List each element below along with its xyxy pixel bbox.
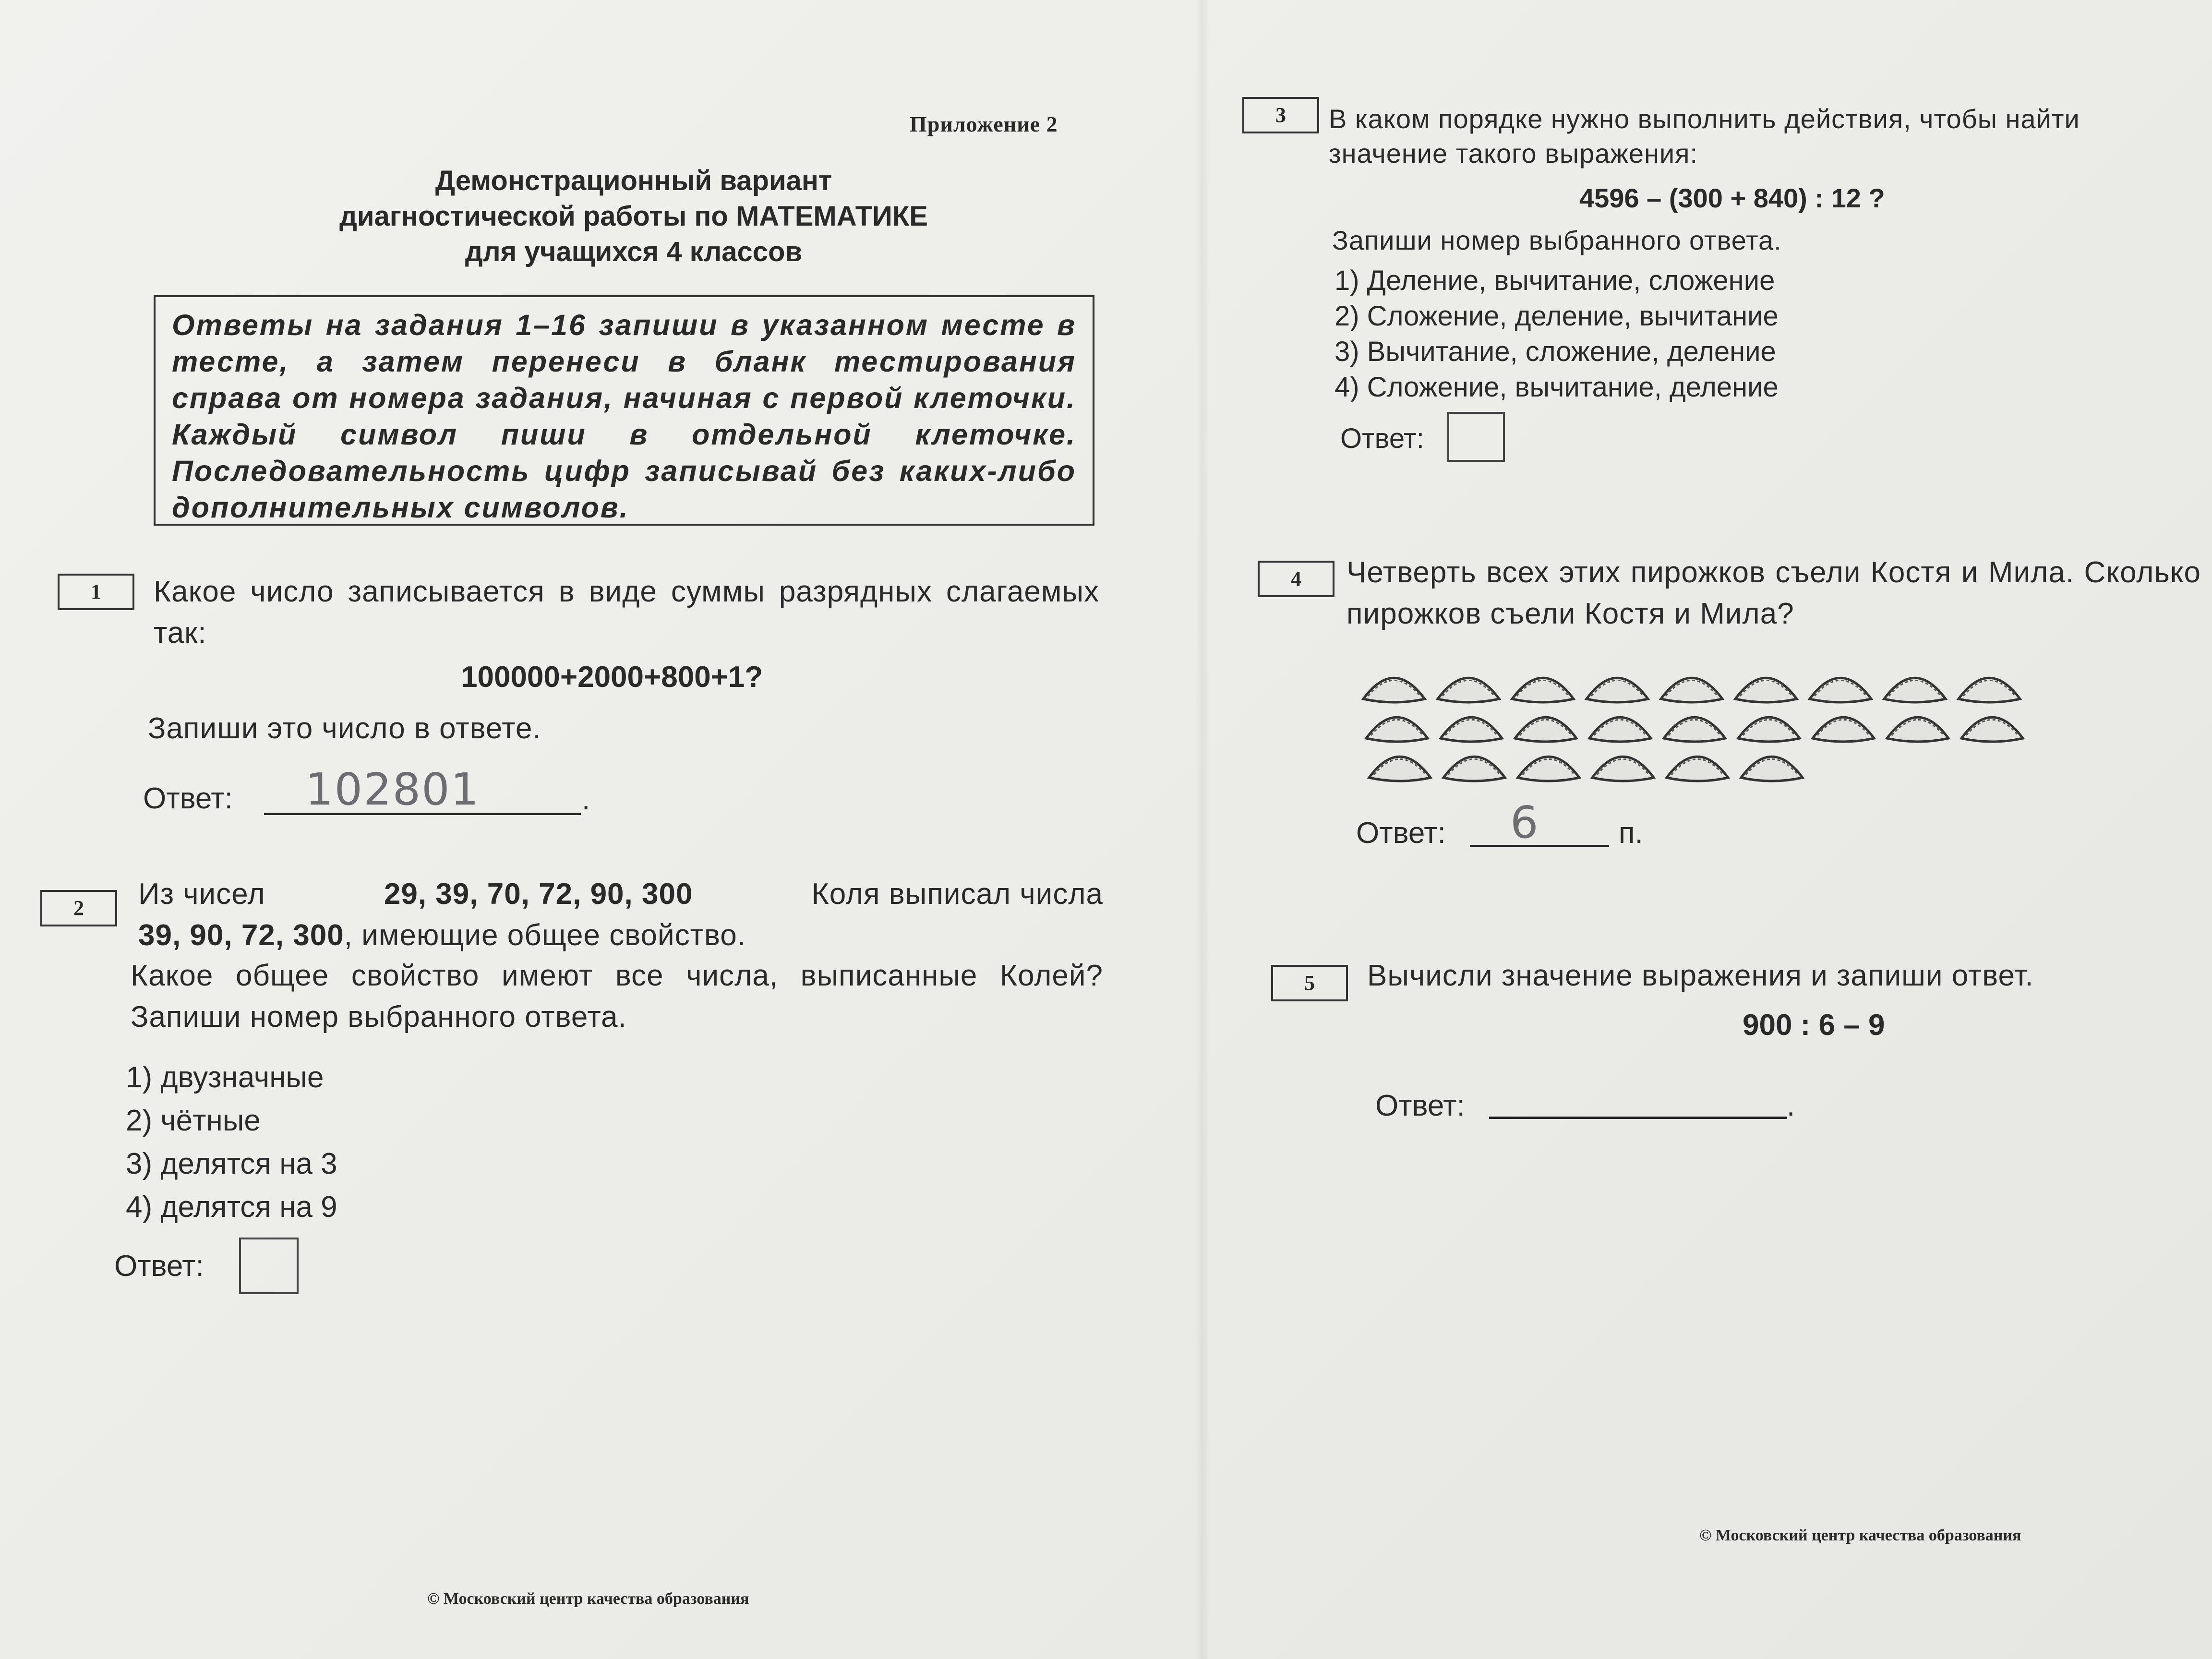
- instructions-box: Ответы на задания 1–16 запиши в указанном месте в тесте, а затем перенеси в бланк тестирования справа от номера задания, начиная с первой клеточки. Каждый символ пиши в отдельной клеточке. Последовательность цифр записывай без каких-либо дополнительных символов.: [154, 295, 1094, 526]
- pie-icon: [1884, 678, 1946, 702]
- task2-option-2: 2) чётные: [126, 1104, 261, 1137]
- pie-icon: [1664, 717, 1725, 742]
- pie-icon: [1587, 678, 1648, 702]
- task4-unit: п.: [1619, 817, 1643, 850]
- task4-answer-field[interactable]: [1470, 797, 1609, 848]
- title-line-3: для учащихся 4 классов: [465, 236, 803, 267]
- pie-icon: [1887, 717, 1948, 742]
- task2-option-3: 3) делятся на 3: [126, 1147, 337, 1180]
- task2-answer-label: Ответ:: [114, 1250, 204, 1283]
- task2-question: Какое общее свойство имеют все числа, выписанные Колей? Запиши номер выбранного ответа.: [131, 959, 1103, 1034]
- task2-number: 2: [40, 890, 117, 926]
- task1-expression: 100000+2000+800+1?: [461, 661, 763, 694]
- task2-answer-box[interactable]: [239, 1238, 299, 1294]
- pie-icon: [1738, 717, 1800, 742]
- task3-expression: 4596 – (300 + 840) : 12 ?: [1579, 183, 1885, 213]
- copyright-right: © Московский центр качества образования: [1699, 1527, 2021, 1544]
- task1-answer-field[interactable]: [264, 764, 581, 815]
- task2-line2-numbers: 39, 90, 72, 300: [138, 919, 344, 952]
- pie-icon: [1741, 757, 1803, 781]
- page-fold: [1195, 0, 1210, 1659]
- pie-icon: [1813, 717, 1874, 742]
- pie-icon: [1512, 678, 1574, 702]
- task3-number: 3: [1242, 97, 1319, 133]
- task2-line1: [138, 874, 1103, 915]
- task5-answer-period: .: [1787, 1089, 1795, 1122]
- task1-answer-period: .: [582, 783, 590, 816]
- task1-number: 1: [58, 574, 134, 610]
- task5-answer-label: Ответ:: [1375, 1089, 1465, 1122]
- task3-option-3: 3) Вычитание, сложение, деление: [1334, 336, 1776, 367]
- pie-icon: [1961, 717, 2023, 742]
- pie-icon: [1438, 678, 1499, 702]
- title-line-1: Демонстрационный вариант: [435, 165, 832, 196]
- task3-option-4: 4) Сложение, вычитание, деление: [1334, 372, 1779, 403]
- task3-instruction: Запиши номер выбранного ответа.: [1332, 225, 1782, 255]
- pie-icon: [1443, 757, 1505, 781]
- pie-icon: [1735, 678, 1797, 702]
- task3-answer-box[interactable]: [1447, 412, 1505, 462]
- pie-icon: [1363, 678, 1425, 702]
- task3-options: [1334, 263, 1779, 405]
- task5-expression: 900 : 6 – 9: [1743, 1009, 1885, 1042]
- title-line-2: диагностической работы по МАТЕМАТИКЕ: [339, 201, 928, 232]
- task2-line2-suffix: , имеющие общее свойство.: [344, 919, 746, 952]
- pie-icon: [1959, 678, 2020, 702]
- pie-icon: [1667, 757, 1728, 781]
- task4-number: 4: [1258, 561, 1334, 597]
- task1-question: Какое число записывается в виде суммы разрядных слагаемых так:: [154, 575, 1099, 649]
- page-title: [250, 163, 1018, 270]
- task2-line1-suffix: Коля выписал числа: [811, 878, 1103, 911]
- task3-option-1: 1) Деление, вычитание, сложение: [1334, 265, 1775, 296]
- task3-option-2: 2) Сложение, деление, вычитание: [1334, 301, 1779, 332]
- task3-question: В каком порядке нужно выполнить действия, чтобы найти значение такого выражения:: [1329, 104, 2080, 168]
- task2-option-4: 4) делятся на 9: [126, 1190, 337, 1224]
- task2-options: [126, 1056, 337, 1229]
- pie-icon: [1518, 757, 1579, 781]
- task1-handwritten-answer: 102801: [305, 764, 480, 815]
- task4-question: Четверть всех этих пирожков съели Костя и Мила. Сколько пирожков съели Костя и Мила?: [1346, 556, 2201, 630]
- pie-icon: [1366, 717, 1428, 742]
- task2-line1-numbers: 29, 39, 70, 72, 90, 300: [384, 878, 693, 911]
- task4-answer-label: Ответ:: [1356, 817, 1446, 850]
- task2-option-1: 1) двузначные: [126, 1061, 324, 1094]
- task3-answer-label: Ответ:: [1340, 423, 1424, 454]
- task5-question: Вычисли значение выражения и запиши ответ.: [1367, 959, 2034, 992]
- task2-line1-prefix: Из чисел: [138, 878, 265, 911]
- pie-icon: [1592, 757, 1654, 781]
- appendix-label: Приложение 2: [910, 112, 1058, 136]
- task5-number: 5: [1271, 965, 1348, 1001]
- task1-instruction: Запиши это число в ответе.: [148, 712, 541, 745]
- pie-icon: [1810, 678, 1871, 702]
- task5-answer-field[interactable]: [1489, 1080, 1787, 1119]
- pie-icon: [1661, 678, 1722, 702]
- task2-line2: [138, 915, 1103, 956]
- pie-icon: [1369, 757, 1431, 781]
- pie-icon: [1589, 717, 1651, 742]
- task1-answer-label: Ответ:: [143, 782, 233, 815]
- task4-handwritten-answer: 6: [1510, 797, 1539, 848]
- task2-statement: [138, 874, 1103, 956]
- copyright-left: © Московский центр качества образования: [427, 1590, 749, 1608]
- pie-icon: [1515, 717, 1576, 742]
- pie-pictures: [1354, 658, 2026, 782]
- pie-icon: [1441, 717, 1502, 742]
